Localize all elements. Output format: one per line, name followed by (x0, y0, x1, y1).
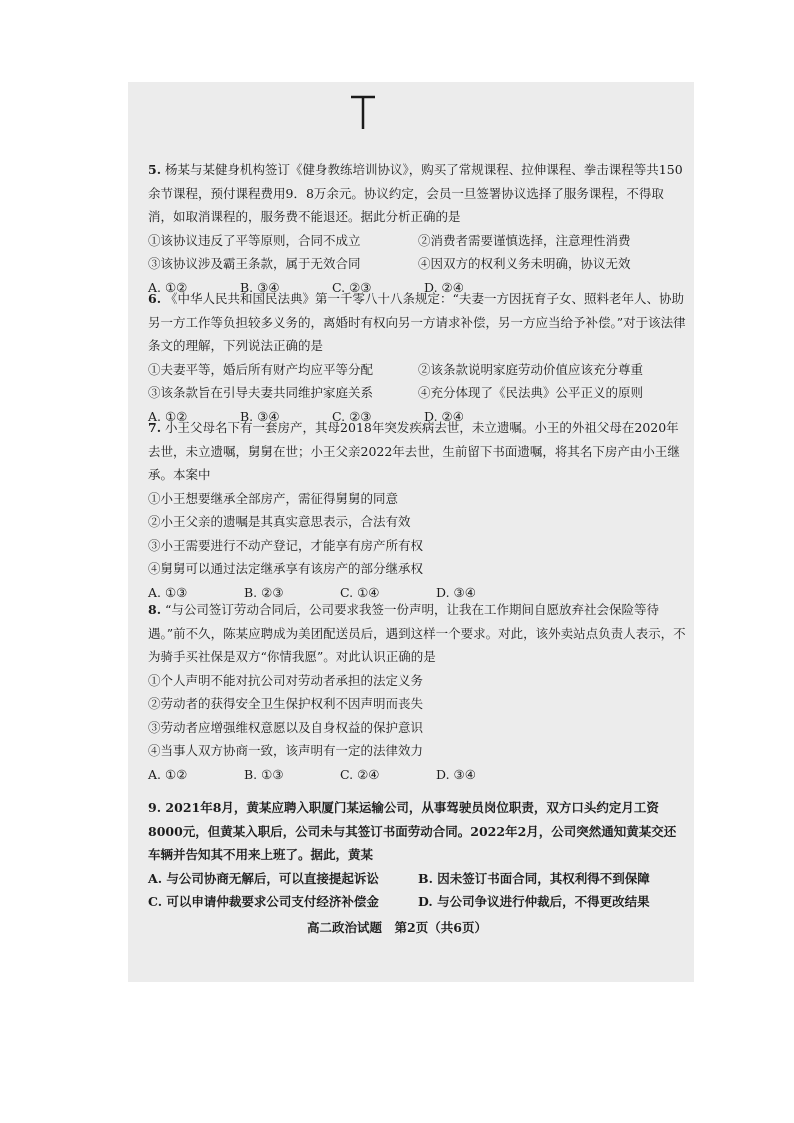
question-5 (148, 158, 688, 299)
choice-b: B. ③④ (240, 408, 280, 424)
statement-1: ①夫妻平等，婚后所有财产均应平等分配 (148, 361, 374, 377)
statement-row (148, 252, 688, 276)
choice-c: C. ①④ (340, 584, 380, 600)
page-footer: 高二政治试题 第2页（共6页） (307, 920, 487, 935)
statement-2: ②劳动者的获得安全卫生保护权利不因声明而丧失 (148, 696, 424, 711)
question-number: 6. (148, 291, 162, 306)
statement-1: ①该协议违反了平等原则，合同不成立 (148, 232, 361, 248)
statement-4: ④舅舅可以通过法定继承享有该房产的部分继承权 (148, 561, 424, 576)
choice-a: A. ①③ (148, 584, 188, 600)
question-7-stem (148, 416, 688, 487)
question-number: 7. (148, 420, 162, 435)
choice-d: D. ③④ (436, 584, 476, 600)
statement-3: ③小王需要进行不动产登记，才能享有房产所有权 (148, 537, 424, 553)
statement-4: ④充分体现了《民法典》公平正义的原则 (418, 385, 644, 400)
choice-d: D. ③④ (436, 766, 476, 782)
choice-c: C. 可以申请仲裁要求公司支付经济补偿金 (148, 894, 379, 909)
choice-b: B. ③④ (240, 279, 280, 295)
question-7 (148, 416, 688, 604)
question-text: 2021年8月，黄某应聘入职厦门某运输公司，从事驾驶员岗位职责，双方口头约定月工资8000元，但黄某入职后，公司未与其签订书面劳动合同。2022年2月，公司突然通知黄某交还车辆并告知其不用来上班了。据此，黄某 (148, 800, 677, 862)
choice-c: C. ②③ (332, 408, 372, 424)
question-text: 小王父母名下有一套房产，其母2018年突发疾病去世，未立遗嘱。小王的外祖父母在2020年去世，未立遗嘱，舅舅在世；小王父亲2022年去世，生前留下书面遗嘱，将其名下房产由小王继承。本案中 (148, 420, 680, 482)
statement-4: ④当事人双方协商一致，该声明有一定的法律效力 (148, 743, 424, 758)
statement-3: ③该协议涉及霸王条款，属于无效合同 (148, 256, 361, 271)
statement-1: ①小王想要继承全部房产，需征得舅舅的同意 (148, 490, 399, 506)
statement-row (148, 229, 688, 253)
staple-t-mark (350, 95, 376, 131)
question-text: “与公司签订劳动合同后，公司要求我签一份声明，让我在工作期间自愿放弃社会保险等待遇。”前不久，陈某应聘成为美团配送员后，遇到这样一个要求。对此，该外卖站点负责人表示，不为骑手买社保是双方“你情我愿”。对此认识正确的是 (148, 602, 686, 664)
statement-2: ②小王父亲的遗嘱是其真实意思表示，合法有效 (148, 514, 411, 529)
choice-a: A. ①② (148, 766, 188, 782)
question-9-stem (148, 796, 688, 867)
statement-2: ②消费者需要谨慎选择，注意理性消费 (418, 232, 631, 248)
choice-d: D. ②④ (424, 408, 464, 424)
choice-b: B. 因未签订书面合同，其权利得不到保障 (418, 870, 650, 886)
question-text: 《中华人民共和国民法典》第一千零八十八条规定：“夫妻一方因抚育子女、照料老年人、协助另一方工作等负担较多义务的，离婚时有权向另一方请求补偿，另一方应当给予补偿。”对于该法律条文的理解，下列说法正确的是 (148, 291, 686, 353)
question-6 (148, 287, 688, 428)
choice-d: D. 与公司争议进行仲裁后，不得更改结果 (418, 894, 650, 909)
statement-row (148, 358, 688, 382)
statement-row (148, 381, 688, 405)
choice-a: A. ①② (148, 408, 188, 424)
choice-b: B. ①③ (244, 766, 284, 782)
statement-2: ②该条款说明家庭劳动价值应该充分尊重 (418, 361, 644, 377)
question-9 (148, 796, 688, 914)
choice-c: C. ②③ (332, 279, 372, 295)
question-text: 杨某与某健身机构签订《健身教练培训协议》，购买了常规课程、拉伸课程、拳击课程等共150余节课程，预付课程费用9．8万余元。协议约定，会员一旦签署协议选择了服务课程，不得取消，如取消课程的，服务费不能退还。据此分析正确的是 (148, 162, 683, 224)
question-number: 5. (148, 162, 162, 177)
choice-b: B. ②③ (244, 584, 284, 600)
question-number: 9. (148, 800, 162, 815)
choice-d: D. ②④ (424, 279, 464, 295)
statement-1: ①个人声明不能对抗公司对劳动者承担的法定义务 (148, 672, 424, 688)
answer-choices (148, 763, 688, 787)
question-8-stem (148, 598, 688, 669)
question-5-stem (148, 158, 688, 229)
statement-4: ④因双方的权利义务未明确，协议无效 (418, 256, 631, 271)
choice-a: A. ①② (148, 279, 188, 295)
statement-3: ③该条款旨在引导夫妻共同维护家庭关系 (148, 385, 374, 400)
question-6-stem (148, 287, 688, 358)
question-number: 8. (148, 602, 162, 617)
answer-choices (148, 867, 688, 914)
statement-3: ③劳动者应增强维权意愿以及自身权益的保护意识 (148, 719, 424, 735)
choice-c: C. ②④ (340, 766, 380, 782)
choice-a: A. 与公司协商无解后，可以直接提起诉讼 (148, 870, 379, 886)
question-8 (148, 598, 688, 786)
